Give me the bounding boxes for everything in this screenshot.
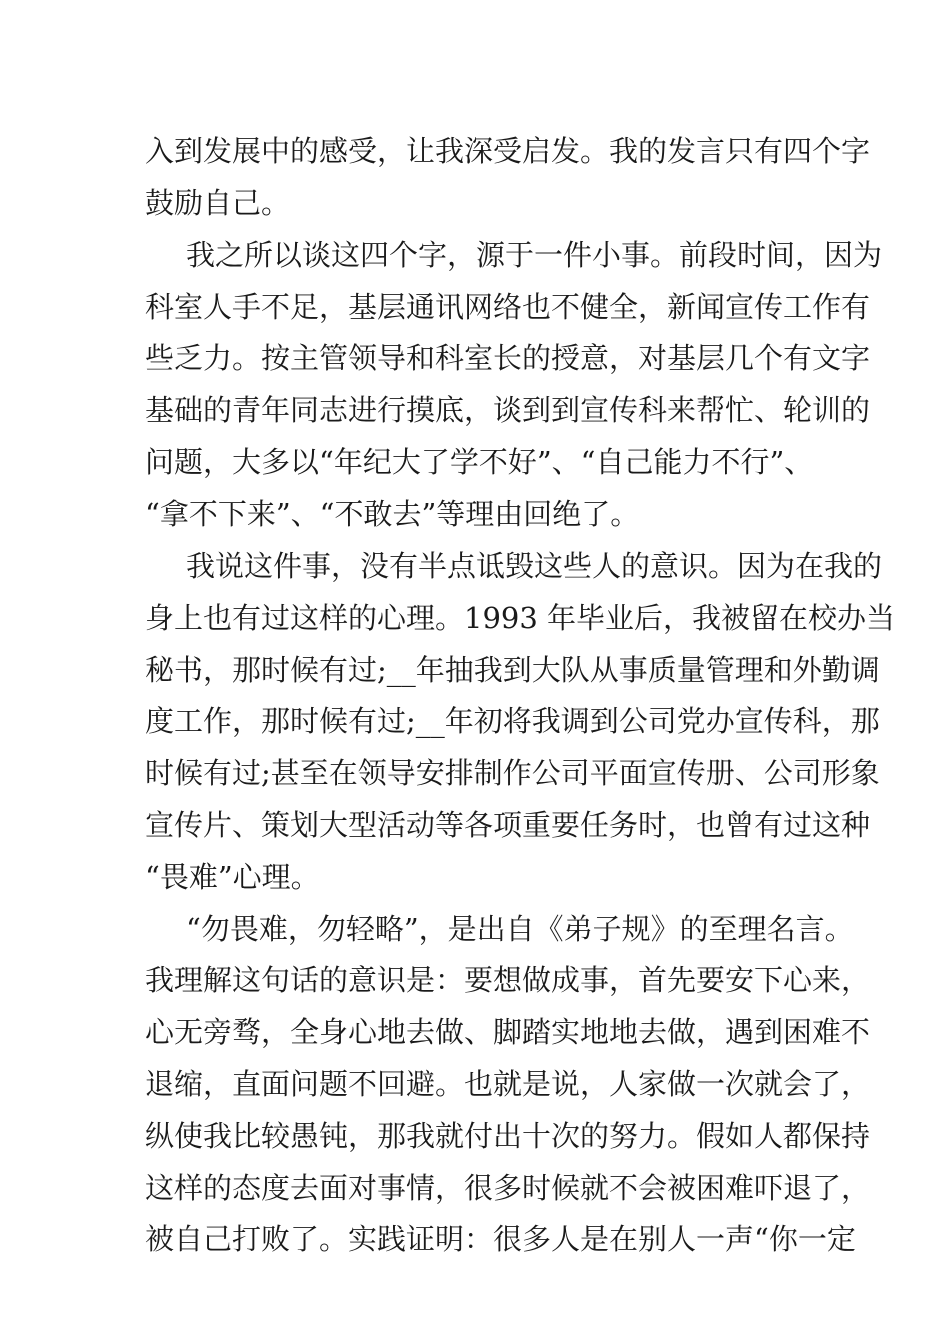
paragraph-first-line: “勿畏难，勿轻略”，是出自《弟子规》的至理名言。 bbox=[186, 912, 854, 946]
text-line: 宣传片、策划大型活动等各项重要任务时，也曾有过这种 bbox=[145, 808, 871, 842]
text-line: 些乏力。按主管领导和科室长的授意，对基层几个有文字 bbox=[145, 341, 871, 375]
text-line: 科室人手不足，基层通讯网络也不健全，新闻宣传工作有 bbox=[145, 290, 871, 324]
text-line: 时候有过;甚至在领导安排制作公司平面宣传册、公司形象 bbox=[145, 756, 880, 790]
text-line: 鼓励自己。 bbox=[145, 186, 291, 220]
text-line: “畏难”心理。 bbox=[145, 860, 320, 894]
text-line: 心无旁骛，全身心地去做、脚踏实地地去做，遇到困难不 bbox=[145, 1015, 871, 1049]
text-line: 入到发展中的感受，让我深受启发。我的发言只有四个字 bbox=[145, 134, 871, 168]
text-line: 这样的态度去面对事情，很多时候就不会被困难吓退了， bbox=[145, 1171, 871, 1205]
paragraph-first-line: 我说这件事，没有半点诋毁这些人的意识。因为在我的 bbox=[186, 549, 883, 583]
text-line: 问题，大多以“年纪大了学不好”、“自己能力不行”、 bbox=[145, 445, 814, 479]
text-line: 我理解这句话的意识是：要想做成事，首先要安下心来， bbox=[145, 963, 871, 997]
text-line: 纵使我比较愚钝，那我就付出十次的努力。假如人都保持 bbox=[145, 1119, 871, 1153]
paragraph-first-line: 我之所以谈这四个字，源于一件小事。前段时间，因为 bbox=[186, 238, 883, 272]
text-line: 度工作，那时候有过;__年初将我调到公司党办宣传科，那 bbox=[145, 704, 880, 738]
text-line: 秘书，那时候有过;__年抽我到大队从事质量管理和外勤调 bbox=[145, 653, 880, 687]
text-line: “拿不下来”、“不敢去”等理由回绝了。 bbox=[145, 497, 640, 531]
text-line: 被自己打败了。实践证明：很多人是在别人一声“你一定 bbox=[145, 1222, 856, 1256]
text-line: 退缩，直面问题不回避。也就是说，人家做一次就会了， bbox=[145, 1067, 871, 1101]
text-line: 身上也有过这样的心理。1993 年毕业后，我被留在校办当 bbox=[145, 601, 896, 635]
text-line: 基础的青年同志进行摸底，谈到到宣传科来帮忙、轮训的 bbox=[145, 393, 871, 427]
